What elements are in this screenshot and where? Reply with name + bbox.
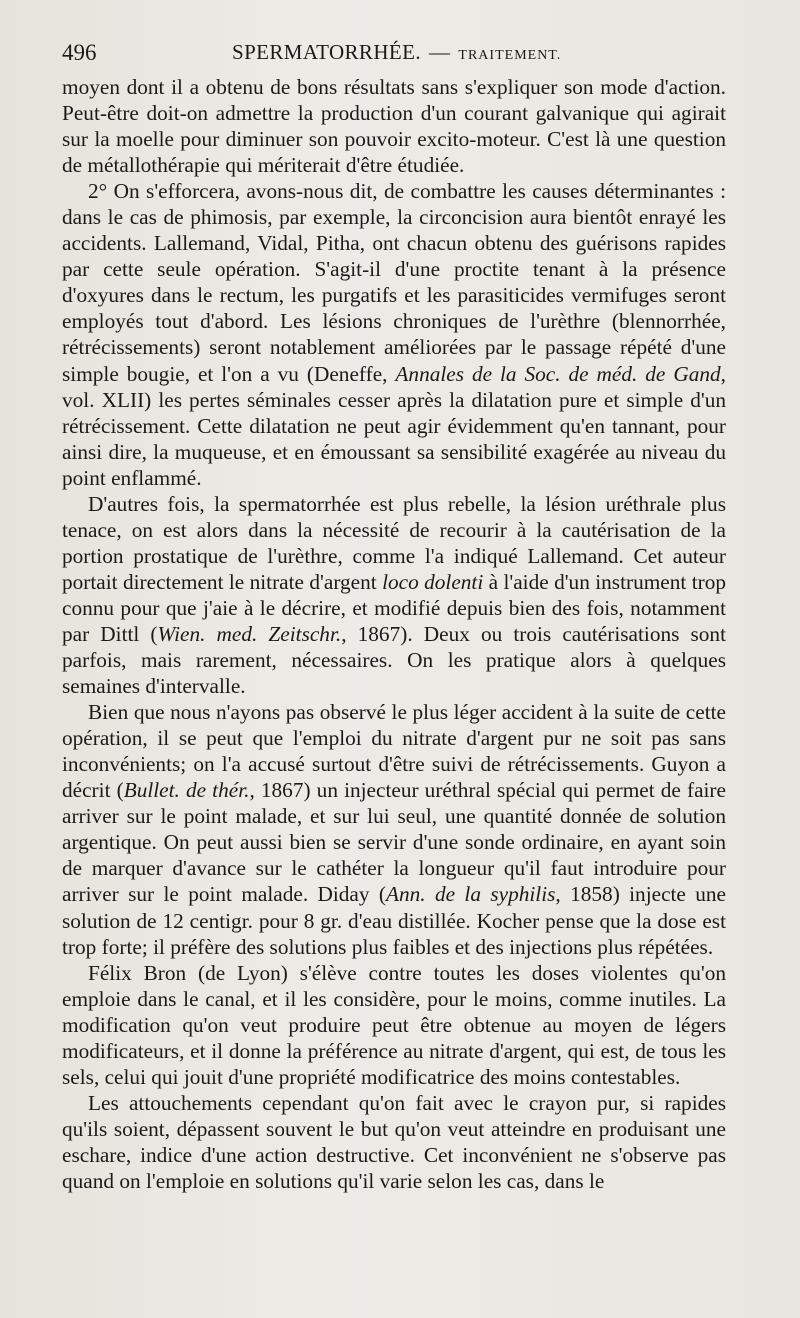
section-subtitle: TRAITEMENT.	[458, 48, 562, 63]
text-run: Bien que nous n'ayons pas observé le plus léger accident à la suite de cette opération, il se peut que l'emploi du nitrate d'argent pur ne soit pas sans inconvénients; on l'a accusé surtout d'être suivi de rétrécissements. Guyon a décrit (	[62, 700, 726, 803]
text-run: 2° On s'efforcera, avons-nous dit, de combattre les causes déterminantes : dans le cas de phimosis, par exemple, la circoncision aura bientôt enrayé les accidents. Lallemand, Vidal, Pitha, ont chacun obtenu des guérisons rapides par cette seule opération. S'agit-il d'une proctite tenant à la présence d'oxyures dans le rectum, les purgatifs et les parasiticides vermifuges seront employés tout d'abord. Les lésions chroniques de l'urèthre (blennorrhée, rétrécissements) seront notablement améliorées par le passage répété d'une simple bougie, et l'on a vu (Deneffe,	[62, 179, 726, 386]
text-run: à l'aide d'un instrument trop connu pour que j'aie à le décrire, et modifié depuis bien des fois, notamment par Dittl (	[62, 569, 727, 646]
text-run: , 1867) un injecteur uréthral spécial qui permet de faire arriver sur le point malade, et sur lui seul, une quantité donnée de solution argentique. On peut aussi bien se servir d'une sonde ordinaire, en ayant soin de marquer d'avance sur le cathéter la longueur qu'il faut introduire pour arriver sur le point malade. Diday (	[62, 778, 726, 907]
paragraph	[62, 699, 726, 959]
paragraph	[62, 491, 726, 699]
paragraph	[62, 960, 726, 1090]
text-run: , vol. XLII) les pertes séminales cesser après la dilatation pure et simple d'un rétrécissement. Cette dilatation ne peut agir évidemment qu'en tannant, pour ainsi dire, la muqueuse, et en émoussant sa sensibilité exagérée au niveau du point enflammé.	[62, 361, 726, 490]
chapter-title: SPERMATORRHÉE.	[232, 40, 422, 64]
text-run: Félix Bron (de Lyon) s'élève contre toutes les doses violentes qu'on emploie dans le canal, et il les considère, pour le moins, comme inutiles. La modification qu'on veut produire peut être obtenue au moyen de légers modificateurs, et il donne la préférence au nitrate d'argent, qui est, de tous les sels, celui qui jouit d'une propriété modificatrice des moins contestables.	[62, 960, 726, 1089]
running-header	[62, 38, 738, 68]
page-number: 496	[62, 40, 97, 65]
italic-citation: Wien. med. Zeitschr.	[157, 621, 342, 646]
text-run: Les attouchements cependant qu'on fait avec le crayon pur, si rapides qu'ils soient, dépassent souvent le but qu'on veut atteindre en produisant une eschare, indice d'une action destructive. Cet inconvénient ne s'observe pas quand on l'emploie en solutions qu'il varie selon les cas, dans le	[62, 1090, 726, 1193]
paragraph	[62, 1090, 726, 1194]
paragraph	[62, 74, 726, 178]
title-dash: —	[429, 40, 451, 64]
body-text	[62, 74, 726, 1194]
italic-citation: loco dolenti	[382, 569, 484, 594]
italic-citation: Bullet. de thér.	[123, 778, 250, 803]
paragraph	[62, 178, 726, 491]
italic-citation: Ann. de la syphilis	[385, 882, 556, 907]
text-run: , 1867). Deux ou trois cautérisations sont parfois, mais rarement, nécessaires. On les pratique alors à quelques semaines d'intervalle.	[62, 621, 727, 699]
text-run: moyen dont il a obtenu de bons résultats sans s'expliquer son mode d'action. Peut-être doit-on admettre la production d'un courant galvanique qui agirait sur la moelle pour diminuer son pouvoir excito-moteur. C'est là une question de métallothérapie qui mériterait d'être étudiée.	[62, 75, 726, 178]
italic-citation: Annales de la Soc. de méd. de Gand	[395, 361, 721, 386]
running-title	[232, 40, 561, 65]
text-run: , 1858) injecte une solution de 12 centigr. pour 8 gr. d'eau distillée. Kocher pense que la dose est trop forte; il préfère des solutions plus faibles et des injections plus répétées.	[62, 882, 726, 959]
text-run: D'autres fois, la spermatorrhée est plus rebelle, la lésion uréthrale plus tenace, on est alors dans la nécessité de recourir à la cautérisation de la portion prostatique de l'urèthre, comme l'a indiqué Lallemand. Cet auteur portait directement le nitrate d'argent	[62, 491, 726, 594]
